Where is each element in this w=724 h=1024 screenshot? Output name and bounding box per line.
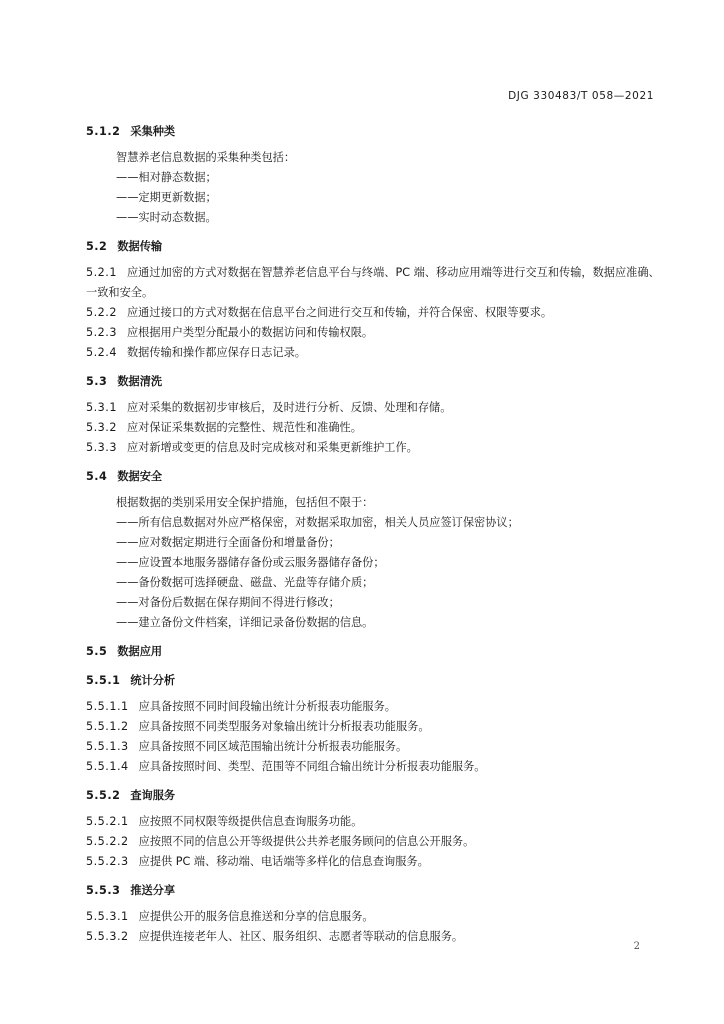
clause — [86, 757, 666, 777]
section-title: 数据传输 — [117, 240, 163, 253]
list-item: ——所有信息数据对外应严格保密，对数据采取加密，相关人员应签订保密协议； — [116, 516, 519, 529]
clause — [86, 343, 666, 363]
section-title: 推送分享 — [130, 884, 176, 897]
section-number: 5.5.1 — [86, 674, 121, 687]
clause — [86, 927, 666, 947]
list-item: ——应对数据定期进行全面备份和增量备份； — [116, 536, 340, 549]
clause-text: 应提供连接老年人、社区、服务组织、志愿者等联动的信息服务。 — [138, 930, 464, 943]
section-title: 数据应用 — [117, 645, 163, 658]
clause — [86, 852, 666, 872]
clause-text: 应具备按照时间、类型、范围等不同组合输出统计分析报表功能服务。 — [138, 760, 486, 773]
section-number: 5.5 — [86, 645, 108, 658]
section-title: 查询服务 — [130, 789, 176, 802]
clause — [86, 438, 666, 458]
list-item: ——实时动态数据。 — [116, 211, 217, 224]
section-title: 采集种类 — [130, 125, 176, 138]
paragraph: 智慧养老信息数据的采集种类包括： — [116, 151, 296, 164]
clause-number: 5.2.2 — [86, 306, 117, 319]
clause-text: 数据传输和操作都应保存日志记录。 — [126, 346, 306, 359]
list-item: ——对备份后数据在保存期间不得进行修改； — [116, 596, 340, 609]
section-heading — [86, 237, 666, 257]
subsection-heading — [86, 786, 666, 806]
clause-number: 5.5.3.2 — [86, 930, 129, 943]
section-title: 数据安全 — [117, 470, 163, 483]
clause-number: 5.2.4 — [86, 346, 117, 359]
section-title: 统计分析 — [130, 674, 176, 687]
section-heading — [86, 372, 666, 392]
subsection-heading — [86, 671, 666, 691]
clause-text: 应对新增或变更的信息及时完成核对和采集更新维护工作。 — [126, 441, 418, 454]
list-item: ——备份数据可选择硬盘、磁盘、光盘等存储介质； — [116, 576, 374, 589]
section-number: 5.1.2 — [86, 125, 121, 138]
clause-number: 5.3.2 — [86, 421, 117, 434]
subsection-heading — [86, 881, 666, 901]
clause — [86, 303, 666, 323]
clause-number: 5.5.1.4 — [86, 760, 129, 773]
page-number: 2 — [633, 941, 640, 952]
section-number: 5.5.3 — [86, 884, 121, 897]
clause-number: 5.2.3 — [86, 326, 117, 339]
list-item: ——建立备份文件档案，详细记录备份数据的信息。 — [116, 616, 374, 629]
clause — [86, 812, 666, 832]
clause — [86, 418, 666, 438]
clause — [86, 717, 666, 737]
section-number: 5.2 — [86, 240, 108, 253]
clause-text: 应提供 PC 端、移动端、电话端等多样化的信息查询服务。 — [138, 855, 429, 868]
section-heading — [86, 122, 666, 142]
clause-number: 5.3.1 — [86, 401, 117, 414]
section-heading — [86, 467, 666, 487]
clause-number: 5.5.2.2 — [86, 835, 129, 848]
clause — [86, 263, 666, 303]
clause-number: 5.2.1 — [86, 266, 117, 279]
paragraph: 根据数据的类别采用安全保护措施，包括但不限于： — [116, 496, 374, 509]
section-number: 5.3 — [86, 375, 108, 388]
clause-text: 应通过加密的方式对数据在智慧养老信息平台与终端、PC 端、移动应用端等进行交互和传输，数据应准确、一致和安全。 — [86, 266, 660, 299]
clause-number: 5.5.1.1 — [86, 700, 129, 713]
clause-number: 5.5.1.2 — [86, 720, 129, 733]
clause-number: 5.5.1.3 — [86, 740, 129, 753]
clause — [86, 907, 666, 927]
clause-number: 5.5.2.3 — [86, 855, 129, 868]
clause-text: 应通过接口的方式对数据在信息平台之间进行交互和传输，并符合保密、权限等要求。 — [126, 306, 553, 319]
list-item: ——定期更新数据； — [116, 191, 217, 204]
section-number: 5.5.2 — [86, 789, 121, 802]
list-item: ——相对静态数据； — [116, 171, 217, 184]
clause-text: 应具备按照不同类型服务对象输出统计分析报表功能服务。 — [138, 720, 430, 733]
section-heading — [86, 642, 666, 662]
clause — [86, 737, 666, 757]
clause-number: 5.5.3.1 — [86, 910, 129, 923]
clause-text: 应提供公开的服务信息推送和分享的信息服务。 — [138, 910, 374, 923]
document-body — [86, 119, 666, 947]
list-item: ——应设置本地服务器储存备份或云服务器储存备份； — [116, 556, 385, 569]
clause-number: 5.5.2.1 — [86, 815, 129, 828]
clause-number: 5.3.3 — [86, 441, 117, 454]
clause-text: 应对保证采集数据的完整性、规范性和准确性。 — [126, 421, 362, 434]
section-number: 5.4 — [86, 470, 108, 483]
clause-text: 应对采集的数据初步审核后，及时进行分析、反馈、处理和存储。 — [126, 401, 452, 414]
clause-text: 应具备按照不同时间段输出统计分析报表功能服务。 — [138, 700, 396, 713]
document-code: DJG 330483/T 058—2021 — [508, 90, 654, 102]
clause-text: 应按照不同的信息公开等级提供公共养老服务顾问的信息公开服务。 — [138, 835, 475, 848]
clause-text: 应按照不同权限等级提供信息查询服务功能。 — [138, 815, 363, 828]
clause — [86, 398, 666, 418]
clause — [86, 697, 666, 717]
clause — [86, 832, 666, 852]
clause — [86, 323, 666, 343]
clause-text: 应具备按照不同区域范围输出统计分析报表功能服务。 — [138, 740, 408, 753]
clause-text: 应根据用户类型分配最小的数据访问和传输权限。 — [126, 326, 374, 339]
section-title: 数据清洗 — [117, 375, 163, 388]
